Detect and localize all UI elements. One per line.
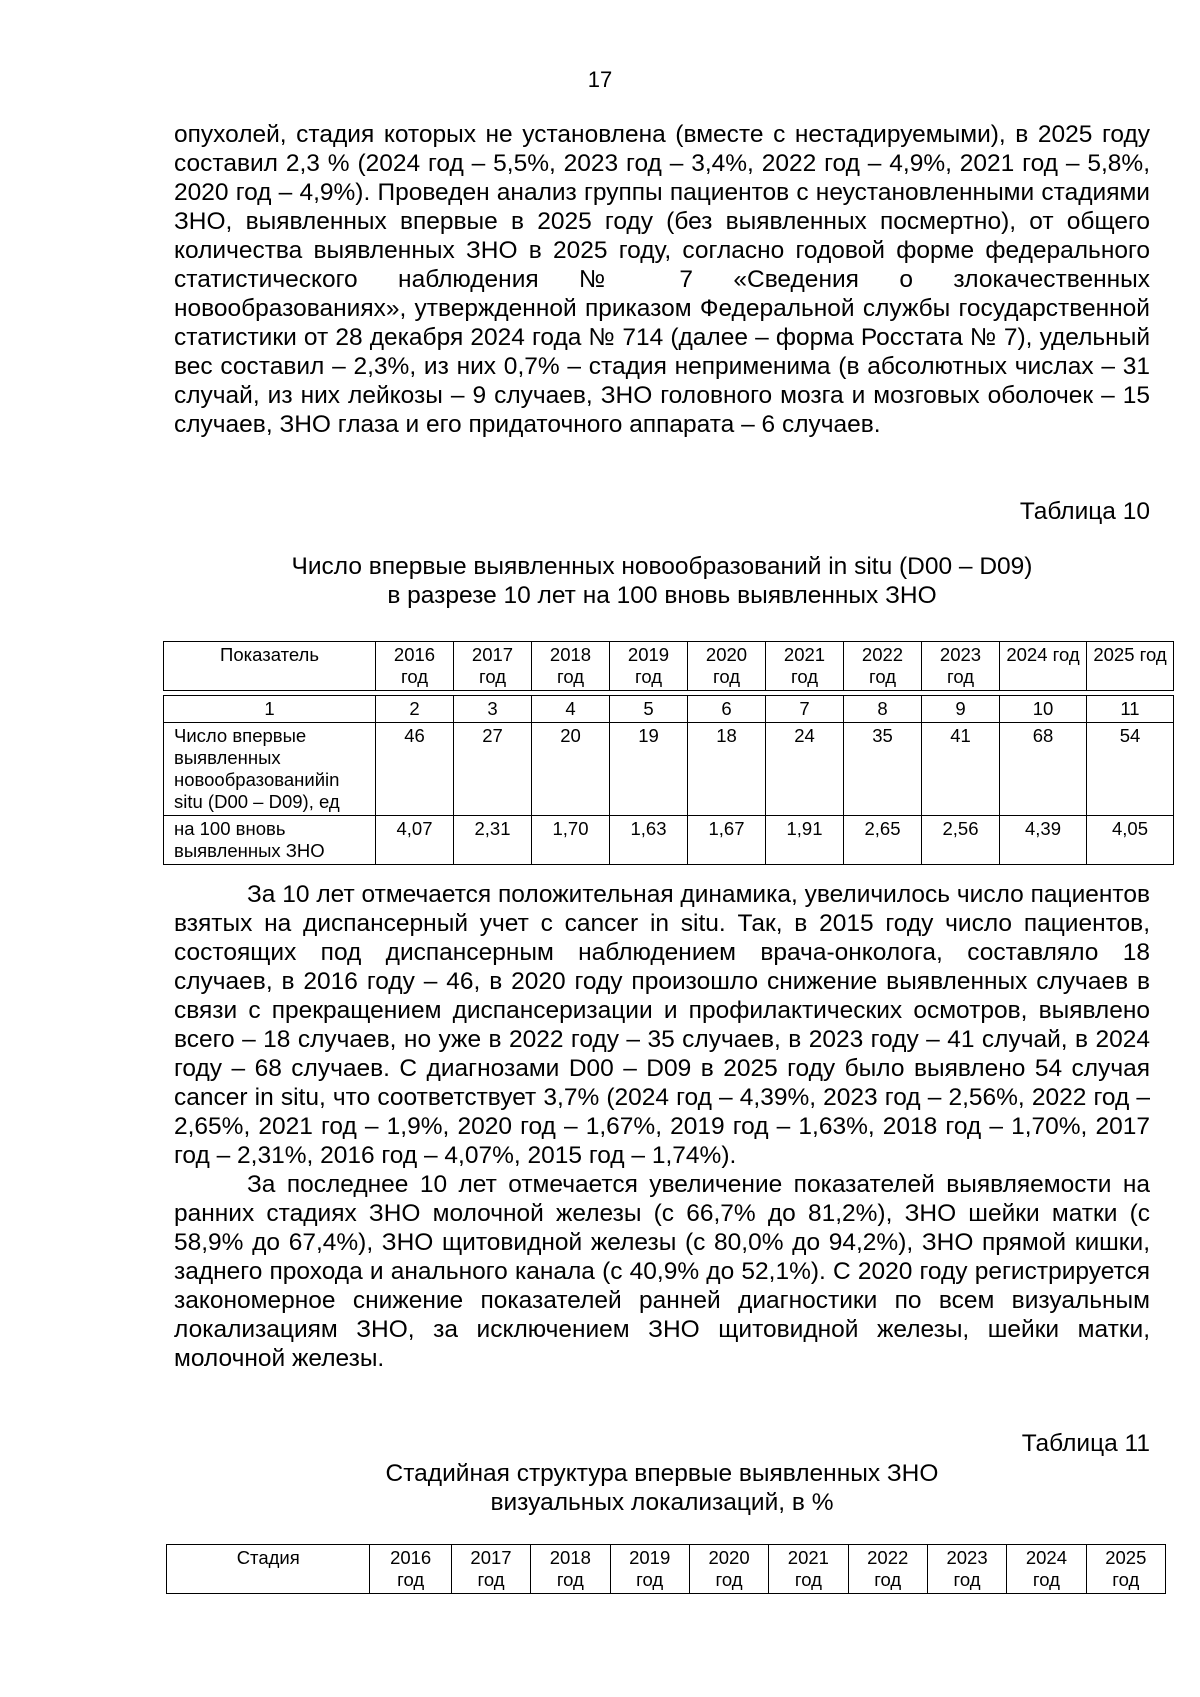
table-header-cell: 2019 год — [610, 1545, 689, 1594]
table-cell: 4,39 — [1000, 816, 1087, 865]
table-cell: 19 — [610, 723, 688, 816]
table-header-cell: 2023 год — [927, 1545, 1006, 1594]
table-cell: 1,63 — [610, 816, 688, 865]
table-header-cell: 2023 год — [922, 642, 1000, 691]
table-row-label: на 100 вновь выявленных ЗНО — [164, 816, 376, 865]
table-column-number: 10 — [1000, 696, 1087, 723]
table-cell: 4,05 — [1087, 816, 1174, 865]
table-header-cell: 2017 год — [451, 1545, 530, 1594]
table-cell: 20 — [532, 723, 610, 816]
table-10-title-line-2: в разрезе 10 лет на 100 вновь выявленных ЗНО — [387, 582, 937, 609]
body-text — [174, 880, 1150, 1373]
table-11-label: Таблица 11 — [1021, 1430, 1150, 1457]
table-header-cell: 2018 год — [532, 642, 610, 691]
table-column-number: 5 — [610, 696, 688, 723]
page-number: 17 — [587, 67, 613, 92]
table-row — [164, 816, 1174, 865]
paragraph-3: За последнее 10 лет отмечается увеличение показателей выявляемости на ранних стадиях ЗНО молочной железы (с 66,7% до 81,2%), ЗНО шейки матки (с 58,9% до 67,4%), ЗНО щитовидной железы (с 80,0% до 94,2%), ЗНО прямой кишки, заднего прохода и анального канала (с 40,9% до 52,1%). С 2020 году регистрируется закономерное снижение показателей ранней диагностики по всем визуальным локализациям ЗНО, за исключением ЗНО щитовидной железы, шейки матки, молочной железы. — [174, 1171, 1150, 1372]
table-cell: 18 — [688, 723, 766, 816]
table-11 — [166, 1544, 1166, 1594]
table-column-number: 2 — [376, 696, 454, 723]
table-column-number: 1 — [164, 696, 376, 723]
table-10-title — [174, 552, 1150, 610]
table-column-number: 4 — [532, 696, 610, 723]
table-header-cell: 2024 год — [1000, 642, 1087, 691]
table-header-row — [167, 1545, 1166, 1594]
table-cell: 4,07 — [376, 816, 454, 865]
table-10-title-line-1: Число впервые выявленных новообразований in situ (D00 – D09) — [291, 553, 1033, 580]
table-column-number: 6 — [688, 696, 766, 723]
table-header-cell: 2017 год — [454, 642, 532, 691]
table-cell: 1,91 — [766, 816, 844, 865]
table-cell: 1,67 — [688, 816, 766, 865]
table-10-label: Таблица 10 — [1019, 498, 1150, 525]
table-cell: 46 — [376, 723, 454, 816]
table-header-cell: 2024 год — [1007, 1545, 1086, 1594]
paragraph-1 — [174, 120, 1150, 439]
table-header-row — [164, 642, 1174, 691]
table-row — [164, 723, 1174, 816]
table-column-number: 3 — [454, 696, 532, 723]
table-header-cell: 2025 год — [1087, 642, 1174, 691]
table-cell: 27 — [454, 723, 532, 816]
table-cell: 2,65 — [844, 816, 922, 865]
table-11-title-line-2: визуальных локализаций, в % — [490, 1489, 834, 1516]
table-cell: 54 — [1087, 723, 1174, 816]
table-header-cell: 2020 год — [688, 642, 766, 691]
table-row-label: Число впервые выявленных новообразованийin situ (D00 – D09), ед — [164, 723, 376, 816]
table-cell: 35 — [844, 723, 922, 816]
table-header-cell: 2019 год — [610, 642, 688, 691]
table-cell: 41 — [922, 723, 1000, 816]
table-header-cell: 2018 год — [531, 1545, 610, 1594]
table-column-number: 9 — [922, 696, 1000, 723]
table-header-cell: Стадия — [167, 1545, 370, 1594]
table-header-cell: 2022 год — [848, 1545, 927, 1594]
table-header-cell: 2020 год — [689, 1545, 768, 1594]
paragraph-2: За 10 лет отмечается положительная динамика, увеличилось число пациентов взятых на диспансерный учет с cancer in situ. Так, в 2015 году число пациентов, состоящих под диспансерным наблюдением врача-онколога, составляло 18 случаев, в 2016 году – 46, в 2020 году произошло снижение выявленных случаев в связи с прекращением диспансеризации и профилактических осмотров, выявлено всего – 18 случаев, но уже в 2022 году – 35 случаев, в 2023 году – 41 случай, в 2024 году – 68 случаев. С диагнозами D00 – D09 в 2025 году было выявлено 54 случая cancer in situ, что соответствует 3,7% (2024 год – 4,39%, 2023 год – 2,56%, 2022 год – 2,65%, 2021 год – 1,9%, 2020 год – 1,67%, 2019 год – 1,63%, 2018 год – 1,70%, 2017 год – 2,31%, 2016 год – 4,07%, 2015 год – 1,74%). — [174, 881, 1150, 1169]
table-column-number: 8 — [844, 696, 922, 723]
table-11-title-line-1: Стадийная структура впервые выявленных ЗНО — [385, 1460, 939, 1487]
table-header-cell: 2016 год — [376, 642, 454, 691]
table-11-title — [174, 1459, 1150, 1517]
table-header-cell: 2022 год — [844, 642, 922, 691]
table-header-cell: 2021 год — [766, 642, 844, 691]
paragraph-1-text: опухолей, стадия которых не установлена (вместе с нестадируемыми), в 2025 году составил 2,3 % (2024 год – 5,5%, 2023 год – 3,4%, 2022 год – 4,9%, 2021 год – 5,8%, 2020 год – 4,9%). Проведен анализ группы пациентов с неустановленными стадиями ЗНО, выявленных впервые в 2025 году (без выявленных посмертно), от общего количества выявленных ЗНО в 2025 году, согласно годовой форме федерального статистического наблюдения № 7 «Сведения о злокачественных новообразованиях», утвержденной приказом Федеральной службы государственной статистики от 28 декабря 2024 года № 714 (далее – форма Росстата № 7), удельный вес составил – 2,3%, из них 0,7% – стадия неприменима (в абсолютных числах – 31 случай, из них лейкозы – 9 случаев, ЗНО головного мозга и мозговых оболочек – 15 случаев, ЗНО глаза и его придаточного аппарата – 6 случаев. — [174, 121, 1150, 438]
table-header-cell: 2025 год — [1086, 1545, 1165, 1594]
table-number-row — [164, 696, 1174, 723]
table-header-cell: Показатель — [164, 642, 376, 691]
table-cell: 1,70 — [532, 816, 610, 865]
table-header-cell: 2016 год — [370, 1545, 451, 1594]
table-10 — [163, 641, 1174, 865]
table-column-number: 11 — [1087, 696, 1174, 723]
table-column-number: 7 — [766, 696, 844, 723]
table-cell: 2,56 — [922, 816, 1000, 865]
table-cell: 2,31 — [454, 816, 532, 865]
table-cell: 68 — [1000, 723, 1087, 816]
table-cell: 24 — [766, 723, 844, 816]
table-header-cell: 2021 год — [769, 1545, 848, 1594]
